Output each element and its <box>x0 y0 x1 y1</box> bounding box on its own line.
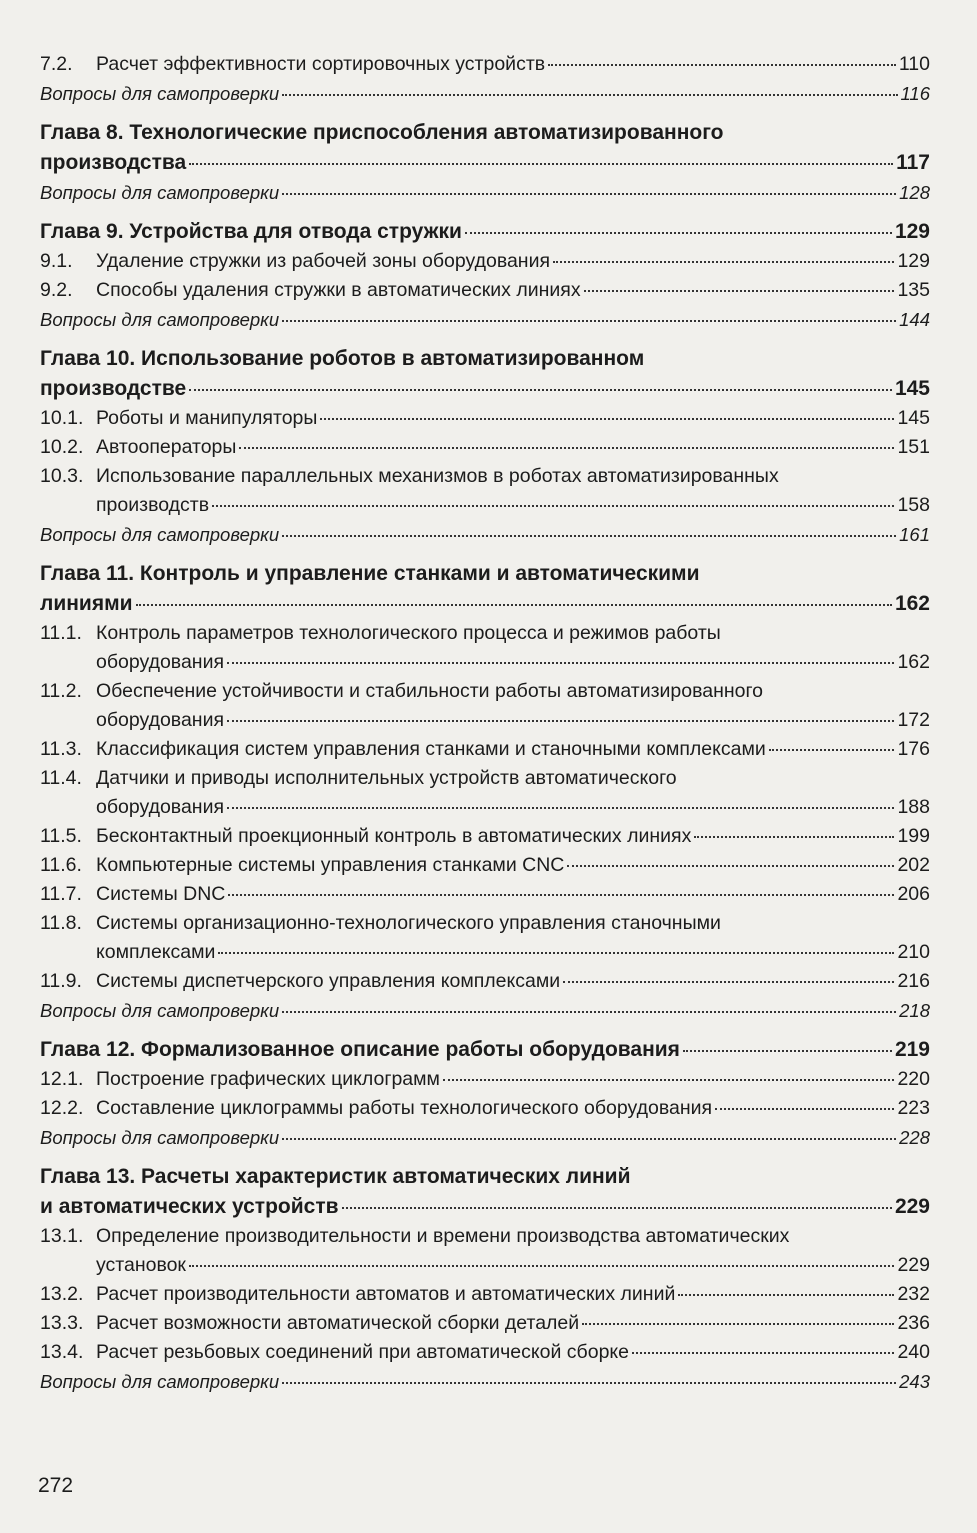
toc-section-entry[interactable] <box>40 735 930 764</box>
toc-section-entry[interactable] <box>40 1094 930 1123</box>
dot-leader <box>553 261 894 263</box>
dot-leader <box>227 720 894 722</box>
entry-number: 9.1. <box>40 250 73 272</box>
entry-page-number: 199 <box>897 825 930 847</box>
entry-title: Роботы и манипуляторы <box>96 407 318 429</box>
toc-section-entry[interactable] <box>40 276 930 305</box>
entry-page-number: 162 <box>894 592 930 615</box>
entry-title: Расчет производительности автоматов и автоматических линий <box>96 1283 676 1305</box>
dot-leader <box>228 894 894 896</box>
dot-leader <box>584 290 895 292</box>
dot-leader <box>694 836 894 838</box>
entry-title-first-line: Глава 13. Расчеты характеристик автоматических линий <box>40 1165 631 1188</box>
entry-number: 10.1. <box>40 407 84 429</box>
entry-number: 11.2. <box>40 680 82 702</box>
dot-leader <box>189 389 892 391</box>
dot-leader <box>282 1011 896 1013</box>
toc-chapter-entry[interactable] <box>40 344 930 404</box>
toc-section-entry[interactable] <box>40 404 930 433</box>
entry-page-number: 240 <box>897 1341 930 1363</box>
entry-title: Глава 12. Формализованное описание работы оборудования <box>40 1038 680 1061</box>
entry-number: 13.2. <box>40 1283 84 1305</box>
entry-page-number: 236 <box>897 1312 930 1334</box>
entry-page-number: 116 <box>900 83 930 104</box>
toc-section-entry[interactable] <box>40 1309 930 1338</box>
entry-number: 11.8. <box>40 912 82 934</box>
dot-leader <box>136 604 892 606</box>
entry-page-number: 162 <box>897 651 930 673</box>
page-number-footer: 272 <box>38 1474 74 1497</box>
entry-title-first-line: Глава 11. Контроль и управление станками и автоматическими <box>40 562 700 585</box>
toc-section-entry[interactable] <box>40 433 930 462</box>
entry-page-number: 219 <box>894 1038 930 1061</box>
dot-leader <box>227 807 894 809</box>
entry-page-number: 128 <box>899 182 930 203</box>
entry-number: 12.2. <box>40 1097 84 1119</box>
entry-page-number: 129 <box>894 220 930 243</box>
entry-title: производства <box>40 151 187 174</box>
entry-title: Бесконтактный проекционный контроль в автоматических линиях <box>96 825 692 847</box>
toc-questions-entry[interactable] <box>40 178 930 207</box>
entry-title: Глава 9. Устройства для отвода стружки <box>40 220 462 243</box>
toc-chapter-entry[interactable] <box>40 217 930 247</box>
entry-number: 11.3. <box>40 738 82 760</box>
entry-page-number: 158 <box>897 494 930 516</box>
toc-section-entry[interactable] <box>40 967 930 996</box>
entry-title-first-line: Системы организационно-технологического управления станочными <box>96 912 721 934</box>
entry-page-number: 229 <box>897 1254 930 1276</box>
entry-page-number: 129 <box>897 250 930 272</box>
table-of-contents <box>40 50 930 1396</box>
entry-number: 13.3. <box>40 1312 84 1334</box>
entry-page-number: 229 <box>894 1195 930 1218</box>
dot-leader <box>632 1352 894 1354</box>
entry-number: 11.5. <box>40 825 82 847</box>
entry-title: Расчет эффективности сортировочных устройств <box>96 53 546 75</box>
dot-leader <box>582 1323 894 1325</box>
entry-title-first-line: Датчики и приводы исполнительных устройств автоматического <box>96 767 677 789</box>
entry-title-first-line: Использование параллельных механизмов в роботах автоматизированных <box>96 465 779 487</box>
dot-leader <box>282 320 896 322</box>
entry-title: Построение графических циклограмм <box>96 1068 440 1090</box>
entry-title: оборудования <box>96 651 225 673</box>
entry-page-number: 135 <box>897 279 930 301</box>
entry-page-number: 110 <box>898 53 930 75</box>
toc-questions-entry[interactable] <box>40 305 930 334</box>
entry-title-first-line: Обеспечение устойчивости и стабильности работы автоматизированного <box>96 680 764 702</box>
dot-leader <box>563 981 894 983</box>
entry-page-number: 145 <box>897 407 930 429</box>
toc-section-entry[interactable] <box>40 50 930 79</box>
entry-title: оборудования <box>96 796 225 818</box>
entry-title: Системы DNC <box>96 883 226 905</box>
dot-leader <box>683 1050 892 1052</box>
entry-title: Вопросы для самопроверки <box>40 1000 280 1021</box>
entry-title: установок <box>96 1254 186 1276</box>
entry-title: Вопросы для самопроверки <box>40 1127 280 1148</box>
dot-leader <box>282 1138 896 1140</box>
dot-leader <box>678 1294 894 1296</box>
dot-leader <box>282 193 896 195</box>
entry-title: Автооператоры <box>96 436 237 458</box>
entry-title-first-line: Глава 8. Технологические приспособления автоматизированного <box>40 121 724 144</box>
toc-chapter-entry[interactable] <box>40 559 930 619</box>
dot-leader <box>548 64 896 66</box>
toc-questions-entry[interactable] <box>40 79 930 108</box>
toc-chapter-entry[interactable] <box>40 118 930 178</box>
entry-page-number: 172 <box>897 709 930 731</box>
entry-title: Вопросы для самопроверки <box>40 524 280 545</box>
toc-section-entry[interactable] <box>40 1065 930 1094</box>
entry-page-number: 176 <box>897 738 930 760</box>
entry-number: 10.3. <box>40 465 84 487</box>
entry-page-number: 210 <box>897 941 930 963</box>
entry-title: оборудования <box>96 709 225 731</box>
toc-section-entry[interactable] <box>40 1280 930 1309</box>
entry-page-number: 228 <box>899 1127 930 1148</box>
dot-leader <box>212 505 894 507</box>
toc-questions-entry[interactable] <box>40 1367 930 1396</box>
entry-page-number: 161 <box>899 524 930 545</box>
entry-number: 11.6. <box>40 854 82 876</box>
dot-leader <box>769 749 895 751</box>
entry-title: Вопросы для самопроверки <box>40 182 280 203</box>
entry-number: 11.4. <box>40 767 82 789</box>
entry-page-number: 206 <box>897 883 930 905</box>
entry-page-number: 223 <box>897 1097 930 1119</box>
entry-page-number: 117 <box>896 151 930 174</box>
toc-chapter-entry[interactable] <box>40 1035 930 1065</box>
entry-title-first-line: Контроль параметров технологического процесса и режимов работы <box>96 622 721 644</box>
dot-leader <box>342 1207 892 1209</box>
entry-page-number: 232 <box>897 1283 930 1305</box>
dot-leader <box>320 418 894 420</box>
entry-title: производстве <box>40 377 187 400</box>
toc-section-entry[interactable] <box>40 462 930 520</box>
entry-page-number: 188 <box>897 796 930 818</box>
entry-number: 10.2. <box>40 436 84 458</box>
entry-title: Способы удаления стружки в автоматических линиях <box>96 279 581 301</box>
entry-title: Вопросы для самопроверки <box>40 1371 280 1392</box>
entry-title: Вопросы для самопроверки <box>40 309 280 330</box>
toc-section-entry[interactable] <box>40 851 930 880</box>
toc-section-entry[interactable] <box>40 880 930 909</box>
toc-section-entry[interactable] <box>40 1222 930 1280</box>
dot-leader <box>239 447 894 449</box>
entry-page-number: 145 <box>894 377 930 400</box>
entry-title: Удаление стружки из рабочей зоны оборудования <box>96 250 551 272</box>
entry-number: 12.1. <box>40 1068 84 1090</box>
toc-section-entry[interactable] <box>40 764 930 822</box>
entry-page-number: 243 <box>899 1371 930 1392</box>
dot-leader <box>443 1079 894 1081</box>
dot-leader <box>218 952 894 954</box>
entry-number: 9.2. <box>40 279 73 301</box>
dot-leader <box>715 1108 894 1110</box>
toc-section-entry[interactable] <box>40 247 930 276</box>
entry-title: Вопросы для самопроверки <box>40 83 280 104</box>
entry-page-number: 144 <box>899 309 930 330</box>
entry-title: Расчет возможности автоматической сборки деталей <box>96 1312 580 1334</box>
entry-page-number: 218 <box>899 1000 930 1021</box>
entry-title: линиями <box>40 592 133 615</box>
toc-questions-entry[interactable] <box>40 1123 930 1152</box>
entry-number: 11.9. <box>40 970 82 992</box>
toc-section-entry[interactable] <box>40 619 930 677</box>
entry-number: 7.2. <box>40 53 73 75</box>
entry-title: Компьютерные системы управления станками CNC <box>96 854 565 876</box>
dot-leader <box>567 865 894 867</box>
entry-title: производств <box>96 494 210 516</box>
entry-title: Классификация систем управления станками и станочными комплексами <box>96 738 766 760</box>
entry-number: 13.4. <box>40 1341 84 1363</box>
entry-number: 11.1. <box>40 622 82 644</box>
dot-leader <box>282 94 897 96</box>
entry-title-first-line: Глава 10. Использование роботов в автоматизированном <box>40 347 645 370</box>
entry-page-number: 220 <box>897 1068 930 1090</box>
toc-section-entry[interactable] <box>40 822 930 851</box>
dot-leader <box>282 1382 896 1384</box>
toc-questions-entry[interactable] <box>40 520 930 549</box>
toc-section-entry[interactable] <box>40 1338 930 1367</box>
entry-title: комплексами <box>96 941 216 963</box>
entry-page-number: 202 <box>897 854 930 876</box>
dot-leader <box>465 232 892 234</box>
entry-number: 11.7. <box>40 883 82 905</box>
entry-title: Расчет резьбовых соединений при автоматической сборке <box>96 1341 630 1363</box>
toc-section-entry[interactable] <box>40 909 930 967</box>
entry-page-number: 216 <box>897 970 930 992</box>
toc-questions-entry[interactable] <box>40 996 930 1025</box>
entry-title-first-line: Определение производительности и времени производства автоматических <box>96 1225 790 1247</box>
toc-chapter-entry[interactable] <box>40 1162 930 1222</box>
dot-leader <box>189 1265 894 1267</box>
entry-title: и автоматических устройств <box>40 1195 339 1218</box>
toc-section-entry[interactable] <box>40 677 930 735</box>
dot-leader <box>189 163 893 165</box>
dot-leader <box>282 535 896 537</box>
entry-number: 13.1. <box>40 1225 84 1247</box>
entry-title: Составление циклограммы работы технологического оборудования <box>96 1097 713 1119</box>
entry-title: Системы диспетчерского управления комплексами <box>96 970 561 992</box>
entry-page-number: 151 <box>897 436 930 458</box>
dot-leader <box>227 662 894 664</box>
